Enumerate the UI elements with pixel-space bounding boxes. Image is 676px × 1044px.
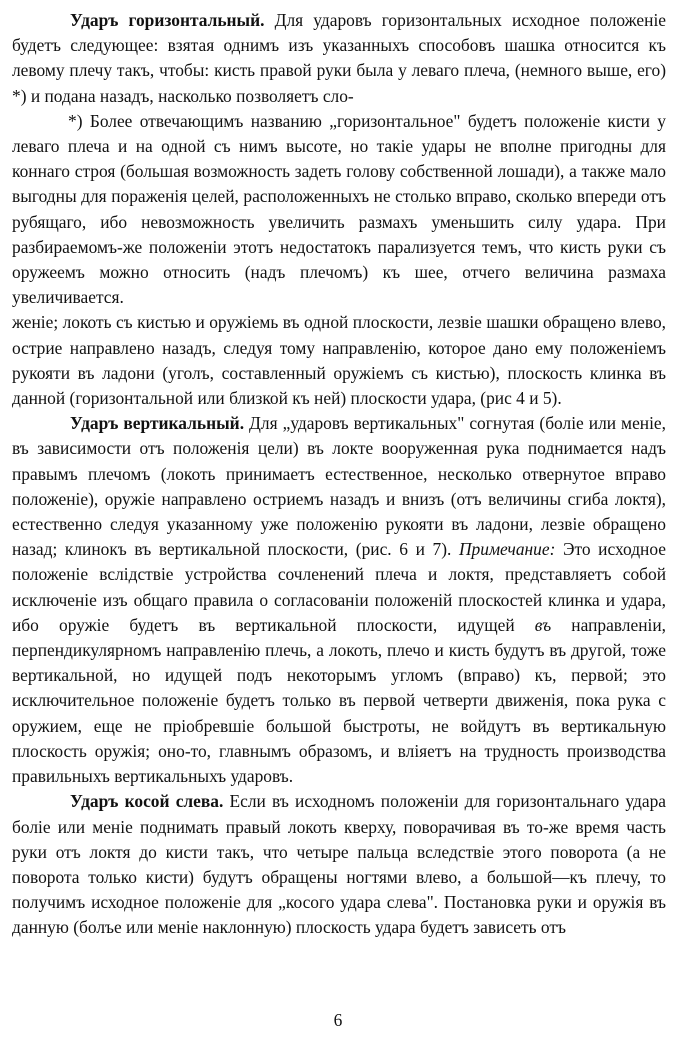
paragraph-horizontal-strike: [12, 8, 666, 109]
text-horizontal-strike: Для ударовъ горизонтальных исходное положеніе будетъ следующее: взятая однимъ изъ указанныхъ способовъ шашка относится къ левому плечу такъ, чтобы: кисть правой руки была у леваго плеча, (немного выше, его) *) и подана назадъ, насколько позволяетъ сло-: [12, 10, 666, 106]
heading-horizontal-strike: Ударъ горизонтальный.: [70, 10, 265, 30]
page-number: 6: [333, 1010, 343, 1030]
note-label: Примечание:: [459, 539, 556, 560]
text-vertical-strike-3: направленіи, перпендикулярномъ направленію плечь, а локоть, плечо и кисть будутъ въ другой, тоже вертикальной, но идущей подъ некоторымъ угломъ (вправо) къ, первой; это исключительное положеніе будетъ только въ первой четверти движенія, пока рука с оружием, еще не пріобревшіе большой быстроты, не войдутъ въ вертикальную плоскость оружія; оно-то, главнымъ образомъ, и вліяетъ на трудность производства правильныхъ вертикальныхъ ударовъ.: [12, 614, 666, 787]
text-oblique-strike: Если въ исходномъ положеніи для горизонтальнаго удара боліе или меніе поднимать правый локоть кверху, поворачивая въ то-же время часть руки отъ локтя до кисти такъ, что четыре пальца вследствіе этого поворота (а не поворота только кисти) будутъ обращены ногтями влево, а большой—къ плечу, то получимъ исходное положеніе для „косого удара слева". Постановка руки и оружія въ данную (болъе или меніе наклонную) плоскость удара будетъ зависеть отъ: [12, 791, 666, 938]
continuation-text: женіе; локоть съ кистью и оружіемь въ одной плоскости, лезвіе шашки обращено влево, острие направлено назадъ, следуя тому направленію, которое дано ему положеніемъ рукояти въ ладони (уголъ, составленный оружіемъ съ кистью), плоскость клинка въ данной (горизонтальной или близкой къ ней) плоскости удара, (рис 4 и 5).: [12, 312, 666, 409]
text-vertical-strike-1: Для „ударовъ вертикальных" согнутая (боліе или меніе, въ зависимости отъ положенія цели) въ локте вооруженная рука поднимается надъ правымъ плечомъ (локоть принимаетъ естественное, несколько отвернутое вправо положеніе), оружіе направлено остриемъ назадъ и внизъ (отъ величины сгиба локтя), естественно следуя указанному уже положенію рукояти въ ладони, лезвіе обращено назад; клинокъ въ вертикальной плоскости, (рис. 6 и 7).: [12, 413, 666, 560]
paragraph-oblique-strike: [12, 789, 666, 940]
paragraph-continuation: [12, 310, 666, 411]
paragraph-vertical-strike: [12, 411, 666, 789]
footnote-text: *) Более отвечающимъ названию „горизонтальное" будетъ положеніе кисти у леваго плеча и на одной съ нимъ высоте, но такіе удары не вполне пригодны для коннаго строя (большая возможность задеть голову собственной лошади), а также мало выгодны для пораженія целей, расположенныхъ не столько вправо, сколько впереди отъ рубящаго, ибо невозможность увеличить размахъ уменьшить силу удара. При разбираемомъ-же положеніи этотъ недостатокъ парализуется темъ, что кисть руки съ оружеемъ можно относить (надъ плечомъ) къ шее, отчего величина размаха увеличивается.: [12, 110, 666, 308]
heading-vertical-strike: Ударъ вертикальный.: [70, 413, 245, 434]
heading-oblique-strike: Ударъ косой слева.: [70, 791, 224, 812]
text-vertical-strike-2: Это исходное положеніе вслідствіе устройства сочленений плеча и локтя, представляетъ собой исключеніе изъ общаго правила о согласованіи положеній плоскостей клинка и удара, ибо оружіе будетъ въ вертикальной плоскости, идущей: [12, 539, 666, 635]
italic-word: въ: [534, 614, 552, 635]
footnote: [12, 109, 666, 311]
